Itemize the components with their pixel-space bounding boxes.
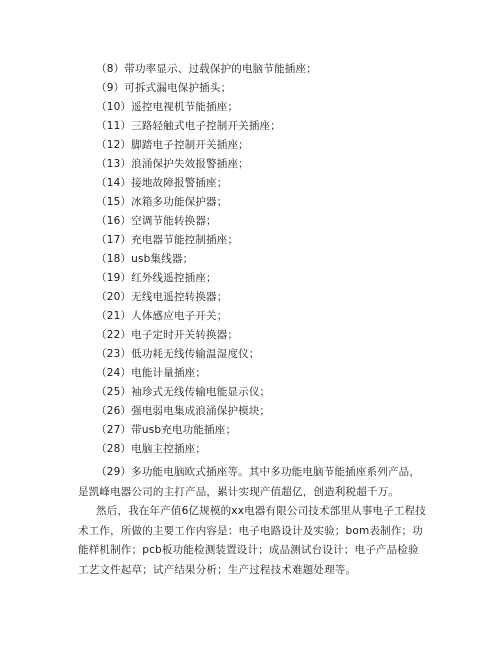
list-item: （15）冰箱多功能保护器； (96, 196, 228, 208)
work-description-paragraph: 然后，我在年产值6亿规模的xx电器有限公司技术部里从事电子工程技术工作，所做的主要工作内容是：电子电路设计及实验；bom表制作；功能样机制作；pcb板功能检测装置设计；成品测试台设计；电子产品检验工艺文件起草；试产结果分析；生产过程技术难题处理等。 (78, 505, 427, 576)
list-item: （24）电能计量插座； (96, 367, 207, 379)
list-item: （9）可拆式漏电保护插头； (96, 82, 232, 94)
list-item: （25）袖珍式无线传输电能显示仪； (96, 386, 271, 398)
list-item: （13）浪涌保护失效报警插座； (96, 158, 249, 170)
list-item: （10）遥控电视机节能插座； (96, 101, 239, 113)
list-item: （27）带usb充电功能插座； (96, 424, 237, 436)
list-item: （11）三路轻触式电子控制开关插座； (96, 120, 281, 132)
list-item: （17）充电器节能控制插座； (96, 234, 239, 246)
list-item: （20）无线电遥控转换器； (96, 291, 228, 303)
list-item-29-paragraph: （29）多功能电脑欧式插座等。其中多功能电脑节能插座系列产品，是凯峰电器公司的主打产品，累计实现产值超亿，创造利税超千万。 (78, 466, 421, 498)
list-item: （28）电脑主控插座； (96, 443, 207, 455)
list-item: （8）带功率显示、过载保护的电脑节能插座； (96, 63, 317, 75)
list-item: （22）电子定时开关转换器； (96, 329, 239, 341)
product-list (96, 60, 436, 459)
list-item: （21）人体感应电子开关； (96, 310, 228, 322)
list-item: （12）脚踏电子控制开关插座； (96, 139, 249, 151)
list-item: （16）空调节能转换器； (96, 215, 217, 227)
list-item: （23）低功耗无线传输温湿度仪； (96, 348, 260, 360)
list-item: （19）红外线遥控插座； (96, 272, 217, 284)
list-item: （18）usb集线器； (96, 253, 194, 265)
list-item: （26）强电弱电集成浪涌保护模块； (96, 405, 271, 417)
list-item: （14）接地故障报警插座； (96, 177, 228, 189)
